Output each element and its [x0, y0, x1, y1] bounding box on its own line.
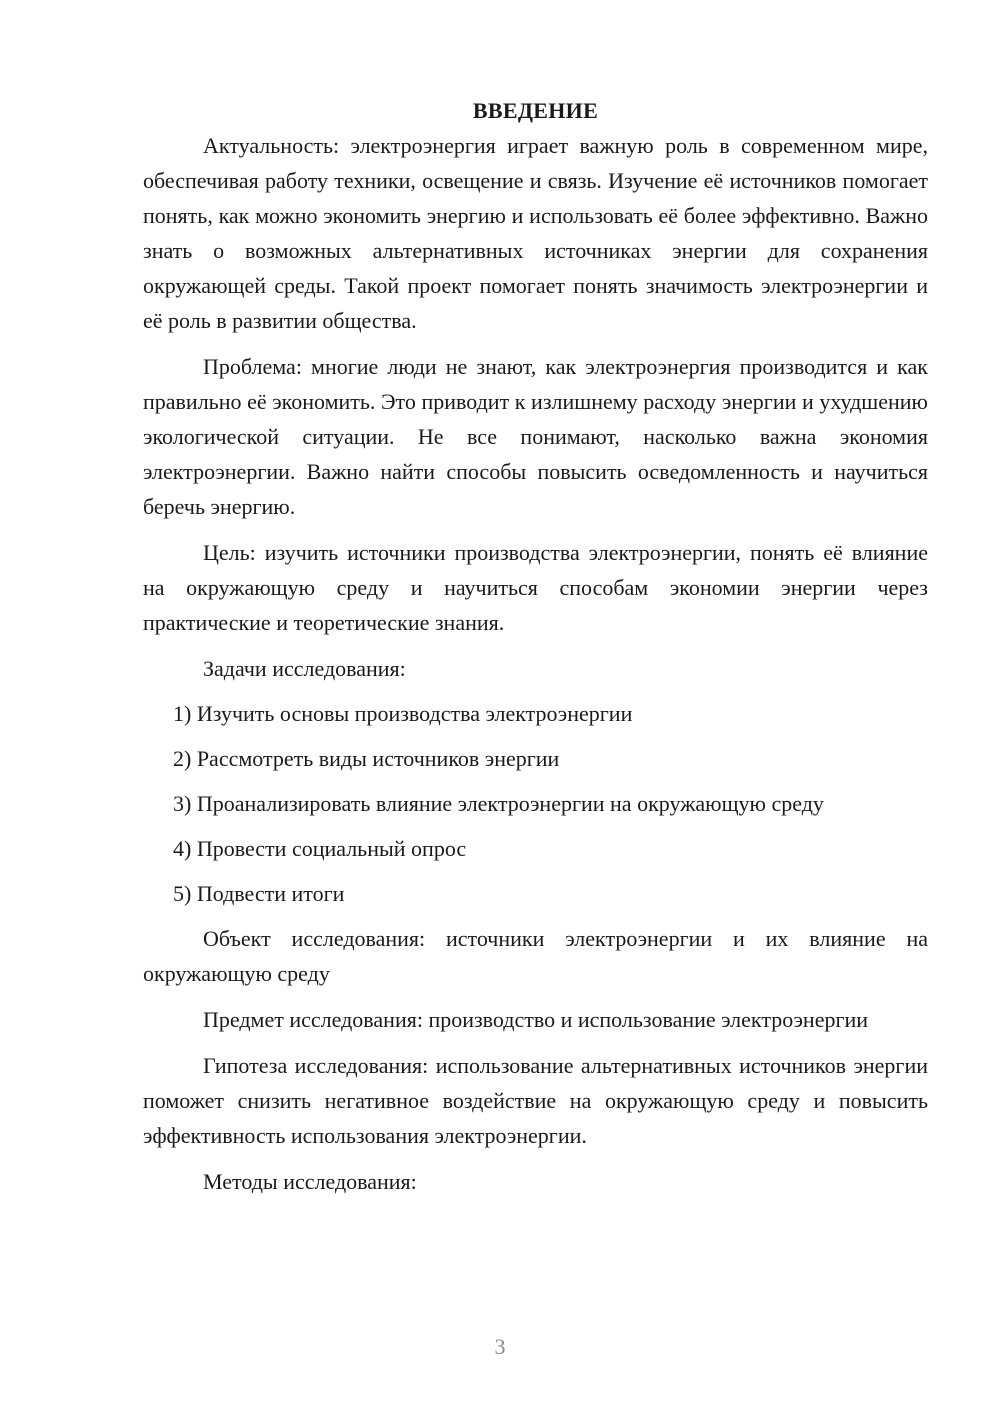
task-item: 4) Провести социальный опрос — [173, 836, 467, 861]
page-number: 3 — [494, 1334, 506, 1359]
subject-paragraph: Предмет исследования: производство и использование электроэнергии — [203, 1007, 869, 1032]
task-item: 3) Проанализировать влияние электроэнергии на окружающую среду — [173, 791, 824, 816]
tasks-list — [143, 696, 928, 911]
task-item: 2) Рассмотреть виды источников энергии — [173, 746, 560, 771]
problem-paragraph: Проблема: многие люди не знают, как электроэнергия производится и как правильно её экономить. Это приводит к излишнему расходу энергии и ухудшению экологической ситуации. Не все понимают, насколько важна экономия электроэнергии. Важно найти способы повысить осведомленность и научиться беречь энергию. — [143, 354, 928, 519]
section-heading: ВВЕДЕНИЕ — [472, 98, 599, 123]
relevance-paragraph: Актуальность: электроэнергия играет важную роль в современном мире, обеспечивая работу техники, освещение и связь. Изучение её источников помогает понять, как можно экономить энергию и использовать её более эффективно. Важно знать о возможных альтернативных источниках энергии для сохранения окружающей среды. Такой проект помогает понять значимость электроэнергии и её роль в развитии общества. — [143, 133, 928, 333]
object-paragraph: Объект исследования: источники электроэнергии и их влияние на окружающую среду — [143, 926, 928, 986]
task-item: 1) Изучить основы производства электроэнергии — [173, 701, 633, 726]
task-item: 5) Подвести итоги — [173, 881, 345, 906]
hypothesis-paragraph: Гипотеза исследования: использование альтернативных источников энергии поможет снизить негативное воздействие на окружающую среду и повысить эффективность использования электроэнергии. — [143, 1053, 928, 1148]
goal-paragraph: Цель: изучить источники производства электроэнергии, понять её влияние на окружающую среду и научиться способам экономии энергии через практические и теоретические знания. — [143, 540, 928, 635]
tasks-label: Задачи исследования: — [203, 656, 406, 681]
methods-label: Методы исследования: — [203, 1169, 417, 1194]
document-page — [143, 93, 928, 1209]
